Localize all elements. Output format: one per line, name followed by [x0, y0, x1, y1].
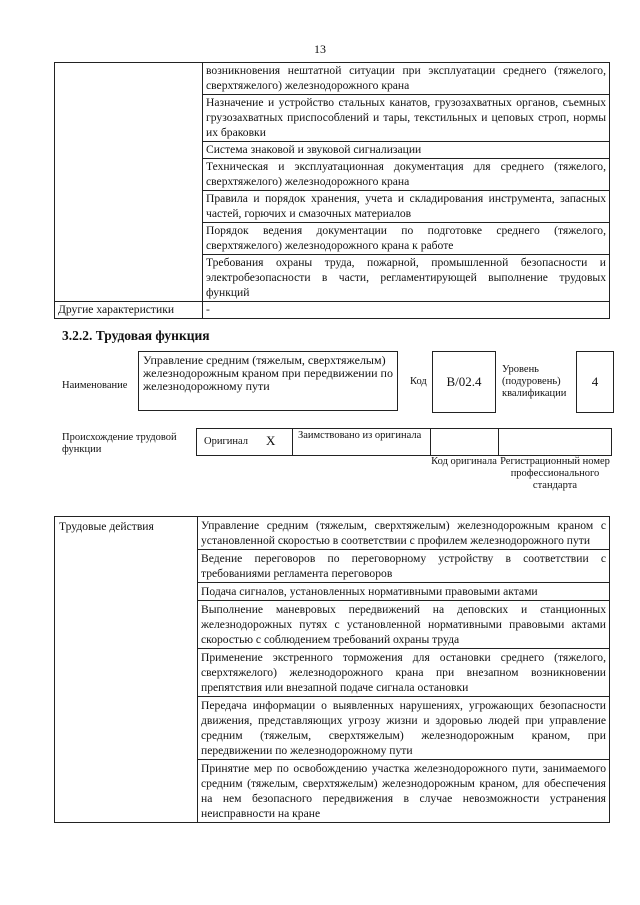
- knowledge-item: возникновения нештатной ситуации при эксплуатации среднего (тяжелого, сверхтяжелого) железнодорожного крана: [203, 63, 610, 95]
- labor-action-item: Подача сигналов, установленных нормативными правовыми актами: [198, 583, 610, 601]
- function-name: Управление средним (тяжелым, сверхтяжелым) железнодорожным краном при передвижении по железнодорожному пути: [138, 351, 398, 411]
- table-row: [55, 517, 610, 550]
- original-mark: X: [266, 433, 276, 448]
- borrowed-label: Заимствовано из оригинала: [298, 430, 422, 441]
- original-label: Оригинал: [204, 436, 248, 447]
- knowledge-label-cell: [55, 63, 203, 302]
- knowledge-item: Система знаковой и звуковой сигнализации: [203, 142, 610, 159]
- code-original-label: Код оригинала: [431, 456, 497, 467]
- table-row: [55, 63, 610, 95]
- code-label: Код: [410, 376, 427, 387]
- knowledge-item: Требования охраны труда, пожарной, промышленной безопасности и электробезопасности в части, регламентирующей выполнение трудовых функций: [203, 255, 610, 302]
- reg-number-label: Регистрационный номер профессионального стандарта: [500, 456, 610, 491]
- knowledge-item: Техническая и эксплуатационная документация для среднего (тяжелого, сверхтяжелого) железнодорожного крана: [203, 159, 610, 191]
- level-label: Уровень (подуровень) квалификации: [502, 364, 567, 399]
- knowledge-item: Порядок ведения документации по подготовке среднего (тяжелого, сверхтяжелого) железнодорожного крана к работе: [203, 223, 610, 255]
- divider: [430, 428, 431, 455]
- other-characteristics-value: -: [203, 302, 610, 319]
- labor-actions-table: [54, 516, 610, 823]
- qualification-level: 4: [576, 351, 614, 413]
- labor-action-item: Передача информации о выявленных нарушениях, угрожающих безопасности движения, представляющих угрозу жизни и здоровью людей при управление средним (тяжелым, сверхтяжелым) железнодорожным краном, при передвижении по железнодорожному пути: [198, 697, 610, 760]
- section-title: 3.2.2. Трудовая функция: [62, 328, 210, 343]
- labor-action-item: Принятие мер по освобождению участка железнодорожного пути, занимаемого средним (тяжелым, сверхтяжелым) железнодорожным краном, для обеспечения на нем безопасного передвижения в случае невозможности устранения неисправности на кране: [198, 760, 610, 823]
- knowledge-item: Правила и порядок хранения, учета и складирования инструмента, запасных частей, горючих и смазочных материалов: [203, 191, 610, 223]
- function-code: B/02.4: [432, 351, 496, 413]
- knowledge-table: [54, 62, 610, 319]
- other-characteristics-label: Другие характеристики: [55, 302, 203, 319]
- table-row: [55, 302, 610, 319]
- page-number: 13: [314, 42, 326, 56]
- labor-action-item: Управление средним (тяжелым, сверхтяжелым) железнодорожным краном с установленной скоростью в соответствии с профилем железнодорожного пути: [198, 517, 610, 550]
- origin-label: Происхождение трудовой функции: [62, 432, 177, 455]
- name-label: Наименование: [62, 380, 128, 391]
- knowledge-item: Назначение и устройство стальных канатов, грузозахватных органов, съемных грузозахватных приспособлений и тары, текстильных и цеповых строп, нормы их браковки: [203, 95, 610, 142]
- labor-action-item: Выполнение маневровых передвижений на деповских и станционных железнодорожных путях с установленной нормативными правовыми актами скоростью с соблюдением требований охраны труда: [198, 601, 610, 649]
- divider: [498, 428, 499, 455]
- labor-action-item: Ведение переговоров по переговорному устройству в соответствии с требованиями регламента переговоров: [198, 550, 610, 583]
- labor-action-item: Применение экстренного торможения для остановки среднего (тяжелого, сверхтяжелого) железнодорожного крана при внезапном возникновении препятствия или внезапной подаче сигнала остановки: [198, 649, 610, 697]
- labor-actions-label: Трудовые действия: [55, 517, 198, 823]
- divider: [292, 428, 293, 455]
